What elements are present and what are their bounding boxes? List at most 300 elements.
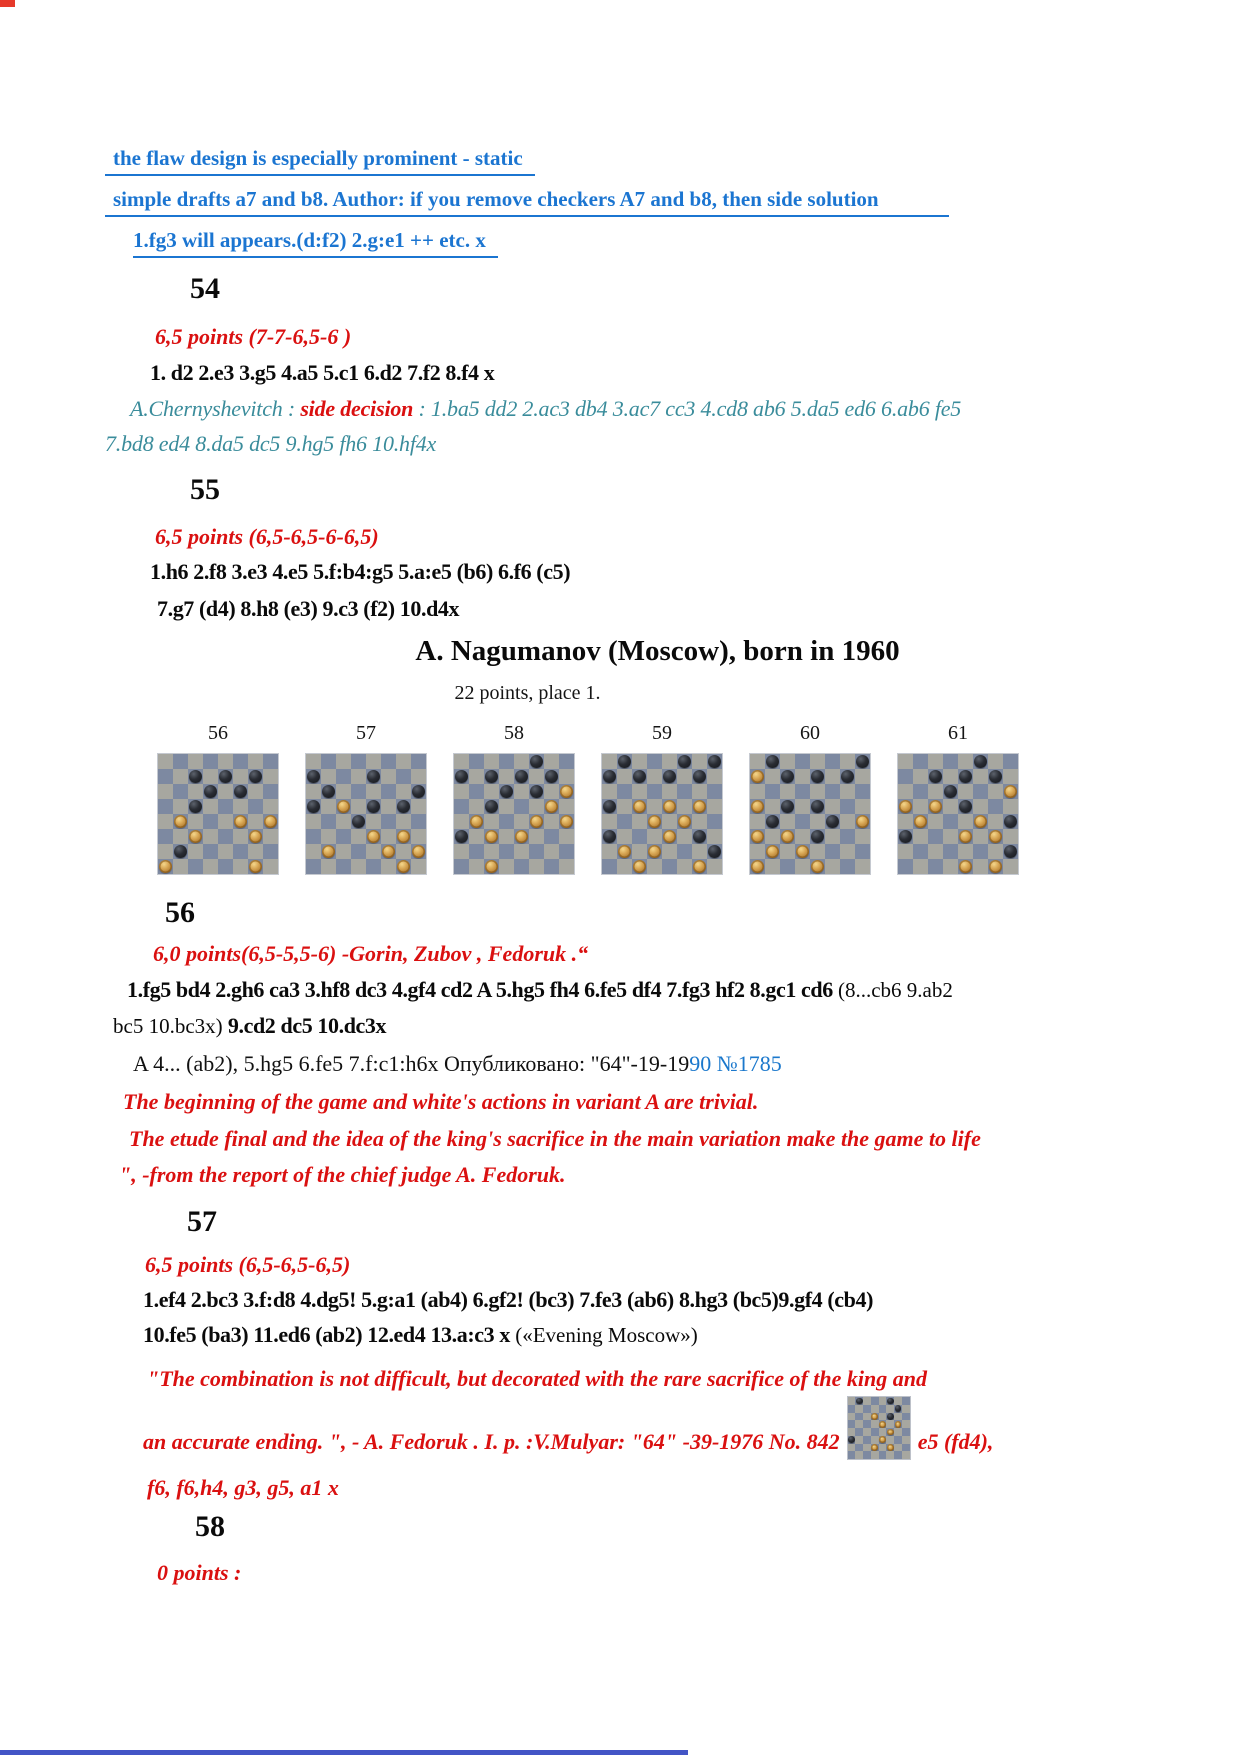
board-cell <box>840 784 855 799</box>
board-cell <box>366 754 381 769</box>
source-note: («Evening Moscow») <box>509 1323 698 1347</box>
board-cell <box>233 829 248 844</box>
board-cell <box>707 799 722 814</box>
checker-piece-white <box>879 1421 886 1428</box>
board-cell <box>336 844 351 859</box>
checker-piece-black <box>455 770 468 783</box>
board-cell <box>928 769 943 784</box>
board-cell <box>894 1428 902 1436</box>
board-cell <box>484 814 499 829</box>
board-cell <box>707 859 722 874</box>
checker-piece-black <box>693 770 706 783</box>
board-cell <box>898 784 913 799</box>
board-cell <box>692 799 707 814</box>
board-cell <box>484 769 499 784</box>
problem-55-solution-1: 1.h6 2.f8 3.e3 4.e5 5.f:b4:g5 5.a:e5 (b6) 6.f6 (c5) <box>150 559 571 584</box>
board-cell <box>898 859 913 874</box>
checker-piece-black <box>515 770 528 783</box>
board-cell <box>602 844 617 859</box>
checker-piece-black <box>663 770 676 783</box>
board-cell <box>499 784 514 799</box>
board-cell <box>1003 769 1018 784</box>
checker-piece-black <box>974 755 987 768</box>
checker-piece-white <box>751 800 764 813</box>
board-cell <box>454 829 469 844</box>
board-cell <box>336 829 351 844</box>
board-cell <box>647 769 662 784</box>
board-cell <box>810 769 825 784</box>
checker-piece-black <box>603 770 616 783</box>
board-cell <box>396 769 411 784</box>
board-cell <box>855 814 870 829</box>
board-cell <box>336 859 351 874</box>
board-cell <box>943 829 958 844</box>
problem-56-variant-line <box>133 1049 1210 1079</box>
board-cell <box>1003 799 1018 814</box>
board-cell <box>381 859 396 874</box>
board-cell <box>514 754 529 769</box>
board-cell <box>863 1444 871 1452</box>
problem-56-points: 6,0 points(6,5-5,5-6) -Gorin, Zubov , Fedoruk .“ <box>153 941 589 966</box>
board-cell <box>248 769 263 784</box>
board-cell <box>988 769 1003 784</box>
board-cell <box>863 1451 871 1459</box>
problem-57-solution-2 <box>143 1320 1210 1350</box>
checker-piece-black <box>397 800 410 813</box>
board-cell <box>662 859 677 874</box>
problem-58-number: 58 <box>195 1510 225 1543</box>
board-cell <box>617 769 632 784</box>
board-cell <box>692 754 707 769</box>
board-cell <box>973 859 988 874</box>
board-cell <box>855 1451 863 1459</box>
checker-piece-white <box>560 815 573 828</box>
board-cell <box>750 784 765 799</box>
checker-piece-black <box>1004 815 1017 828</box>
board-cell <box>381 829 396 844</box>
board-cell <box>855 1420 863 1428</box>
board-cell <box>173 814 188 829</box>
board-cell <box>988 784 1003 799</box>
board-cell <box>810 814 825 829</box>
checker-piece-white <box>899 800 912 813</box>
board-cell <box>692 814 707 829</box>
board-cell <box>750 814 765 829</box>
board-cell <box>248 829 263 844</box>
board-cell <box>632 844 647 859</box>
board-cell <box>795 784 810 799</box>
solution-main-cont: 9.cd2 dc5 10.dc3x <box>227 1013 387 1038</box>
board-cell <box>158 799 173 814</box>
problem-54-points: 6,5 points (7-7-6,5-6 ) <box>155 324 352 349</box>
board-cell <box>825 799 840 814</box>
problem-56-solution-1 <box>127 975 1210 1005</box>
board-cell <box>902 1420 910 1428</box>
quote-2-before: an accurate ending. ", - A. Fedoruk . I. p. :V.Mulyar: "64" -39-1976 No. 842 <box>143 1429 840 1454</box>
board-cell <box>203 784 218 799</box>
board-cell <box>879 1436 887 1444</box>
checker-piece-black <box>1004 845 1017 858</box>
board-cell <box>988 754 1003 769</box>
board-cell <box>454 754 469 769</box>
board-cell <box>617 814 632 829</box>
page-content <box>0 143 1240 1588</box>
board-cell <box>848 1413 856 1421</box>
board-cell <box>158 814 173 829</box>
problem-56-solution-2 <box>113 1011 1210 1041</box>
board-cell <box>855 769 870 784</box>
board-cell <box>810 754 825 769</box>
board-cell <box>988 859 1003 874</box>
intro-line-3-text: 1.fg3 will appears.(d:f2) 2.g:e1 ++ etc. x <box>133 225 498 258</box>
board-cell <box>879 1451 887 1459</box>
side-moves-1: : 1.ba5 dd2 2.ac3 db4 3.ac7 cc3 4.cd8 ab6 5.da5 ed6 6.ab6 fe5 <box>413 396 962 421</box>
checker-piece-white <box>618 845 631 858</box>
board-cell <box>780 769 795 784</box>
board-cell <box>559 814 574 829</box>
board-cell <box>173 769 188 784</box>
board-cell <box>810 844 825 859</box>
checker-piece-white <box>397 830 410 843</box>
board-cell <box>848 1428 856 1436</box>
checker-piece-black <box>693 830 706 843</box>
board-cell <box>879 1444 887 1452</box>
board-cell <box>632 769 647 784</box>
board-cell <box>617 844 632 859</box>
board-cell <box>902 1451 910 1459</box>
board-cell <box>928 799 943 814</box>
checker-piece-white <box>693 860 706 873</box>
board-cell <box>203 814 218 829</box>
checker-piece-white <box>1004 785 1017 798</box>
board-cell <box>454 769 469 784</box>
board-cell <box>529 814 544 829</box>
checker-piece-white <box>871 1444 878 1451</box>
board-cell <box>825 814 840 829</box>
checker-piece-black <box>174 845 187 858</box>
checker-piece-black <box>545 770 558 783</box>
section-title: A. Nagumanov (Moscow), born in 1960 <box>415 635 900 667</box>
board-cell <box>855 844 870 859</box>
board-cell <box>973 769 988 784</box>
board-cell <box>544 754 559 769</box>
problem-54-number: 54 <box>190 272 220 305</box>
checker-piece-black <box>352 815 365 828</box>
board-cell <box>863 1420 871 1428</box>
checker-piece-white <box>249 860 262 873</box>
board-cell <box>248 859 263 874</box>
checker-piece-white <box>871 1413 878 1420</box>
board-cell <box>248 799 263 814</box>
board-cell <box>943 784 958 799</box>
board-cell <box>973 799 988 814</box>
board-cell <box>898 829 913 844</box>
section-subtitle: 22 points, place 1. <box>454 682 601 704</box>
board-cell <box>233 799 248 814</box>
checker-piece-white <box>633 800 646 813</box>
board-cell <box>602 829 617 844</box>
board-cell <box>692 769 707 784</box>
board-cell <box>632 814 647 829</box>
board-cell <box>306 769 321 784</box>
board-cell <box>529 784 544 799</box>
intro-line-2-text: simple drafts a7 and b8. Author: if you remove checkers A7 and b8, then side solution <box>105 184 949 217</box>
board-cell <box>840 799 855 814</box>
board-cell <box>647 754 662 769</box>
board-cell <box>647 799 662 814</box>
checker-piece-black <box>856 755 869 768</box>
checker-piece-white <box>485 860 498 873</box>
intro-line-2 <box>105 184 1210 217</box>
checker-piece-white <box>751 860 764 873</box>
checker-piece-black <box>856 1398 863 1405</box>
checker-piece-black <box>708 755 721 768</box>
board-cell <box>544 769 559 784</box>
board-cell <box>188 769 203 784</box>
board-cell <box>203 754 218 769</box>
solution-variation-cont: bc5 10.bc3x) <box>113 1014 228 1038</box>
board-cell <box>840 844 855 859</box>
board-cell <box>366 844 381 859</box>
checker-piece-black <box>811 770 824 783</box>
board-cell <box>879 1405 887 1413</box>
board-cell <box>529 859 544 874</box>
checkers-board-59 <box>602 754 722 874</box>
board-cell <box>469 754 484 769</box>
board-cell <box>188 784 203 799</box>
board-cell <box>248 814 263 829</box>
board-cell <box>203 844 218 859</box>
board-cell <box>902 1428 910 1436</box>
board-cell <box>396 829 411 844</box>
board-cell <box>855 1428 863 1436</box>
checker-piece-white <box>560 785 573 798</box>
board-cell <box>958 829 973 844</box>
board-cell <box>855 784 870 799</box>
board-cell <box>879 1428 887 1436</box>
board-cell <box>662 754 677 769</box>
intro-line-1-text: the flaw design is especially prominent - static <box>105 143 535 176</box>
checker-piece-black <box>848 1436 855 1443</box>
diagram-labels <box>158 719 1210 747</box>
checker-piece-white <box>663 800 676 813</box>
diagram-number-61: 61 <box>948 722 968 744</box>
checker-piece-white <box>751 830 764 843</box>
board-cell <box>913 754 928 769</box>
checker-piece-white <box>249 830 262 843</box>
board-cell <box>855 1436 863 1444</box>
board-cell <box>306 859 321 874</box>
checker-piece-black <box>887 1398 894 1405</box>
board-cell <box>958 784 973 799</box>
board-cell <box>863 1397 871 1405</box>
checker-piece-black <box>959 800 972 813</box>
quote-2-after: e5 (fd4), <box>917 1429 994 1454</box>
board-cell <box>188 799 203 814</box>
board-cell <box>848 1436 856 1444</box>
board-cell <box>863 1405 871 1413</box>
checkers-board-56 <box>158 754 278 874</box>
board-cell <box>902 1444 910 1452</box>
board-cell <box>647 829 662 844</box>
checkers-board-60 <box>750 754 870 874</box>
board-cell <box>233 784 248 799</box>
board-cell <box>848 1405 856 1413</box>
checker-piece-black <box>895 1405 902 1412</box>
board-cell <box>218 814 233 829</box>
board-cell <box>871 1405 879 1413</box>
board-cell <box>514 769 529 784</box>
checker-piece-black <box>307 800 320 813</box>
checker-piece-black <box>189 800 202 813</box>
board-cell <box>411 769 426 784</box>
board-cell <box>514 784 529 799</box>
checker-piece-black <box>455 830 468 843</box>
board-cell <box>381 844 396 859</box>
board-cell <box>351 829 366 844</box>
variant-a-moves: A 4... (ab2), 5.hg5 6.fe5 7.f:c1:h6x Опубликовано: "64"-19-19 <box>133 1051 690 1076</box>
board-cell <box>617 829 632 844</box>
board-cell <box>218 844 233 859</box>
board-cell <box>321 754 336 769</box>
board-cell <box>780 754 795 769</box>
board-cell <box>499 814 514 829</box>
checker-piece-white <box>470 815 483 828</box>
board-cell <box>855 799 870 814</box>
board-cell <box>1003 829 1018 844</box>
board-cell <box>988 799 1003 814</box>
checker-piece-white <box>929 800 942 813</box>
board-cell <box>411 799 426 814</box>
board-cell <box>559 859 574 874</box>
board-cell <box>765 814 780 829</box>
board-cell <box>336 814 351 829</box>
checker-piece-white <box>879 1436 886 1443</box>
board-cell <box>173 799 188 814</box>
board-cell <box>263 754 278 769</box>
board-cell <box>544 784 559 799</box>
board-cell <box>218 799 233 814</box>
board-cell <box>381 769 396 784</box>
problem-57-quote-3: f6, f6,h4, g3, g5, a1 x <box>147 1475 339 1500</box>
board-cell <box>707 769 722 784</box>
board-cell <box>602 799 617 814</box>
checker-piece-white <box>337 800 350 813</box>
board-cell <box>894 1420 902 1428</box>
board-cell <box>617 799 632 814</box>
checker-piece-black <box>485 770 498 783</box>
problem-55-number: 55 <box>190 473 220 506</box>
checker-piece-white <box>397 860 410 873</box>
board-cell <box>469 844 484 859</box>
board-cell <box>351 814 366 829</box>
checker-piece-white <box>751 770 764 783</box>
board-cell <box>886 1428 894 1436</box>
checker-piece-black <box>887 1413 894 1420</box>
board-cell <box>780 784 795 799</box>
board-cell <box>396 754 411 769</box>
board-cell <box>617 784 632 799</box>
board-cell <box>173 844 188 859</box>
board-cell <box>602 814 617 829</box>
board-cell <box>855 1405 863 1413</box>
board-cell <box>913 799 928 814</box>
checker-piece-white <box>766 845 779 858</box>
board-cell <box>765 859 780 874</box>
board-cell <box>544 829 559 844</box>
problem-56-number: 56 <box>165 896 195 929</box>
board-cell <box>677 784 692 799</box>
board-cell <box>158 769 173 784</box>
board-cell <box>514 799 529 814</box>
board-cell <box>218 859 233 874</box>
board-cell <box>544 799 559 814</box>
checker-piece-black <box>959 770 972 783</box>
board-cell <box>514 844 529 859</box>
board-cell <box>765 799 780 814</box>
board-cell <box>248 844 263 859</box>
board-cell <box>913 769 928 784</box>
board-cell <box>707 754 722 769</box>
checker-piece-black <box>618 755 631 768</box>
board-cell <box>879 1420 887 1428</box>
board-cell <box>484 799 499 814</box>
board-cell <box>855 859 870 874</box>
board-cell <box>871 1444 879 1452</box>
board-cell <box>871 1428 879 1436</box>
checker-piece-white <box>485 830 498 843</box>
board-cell <box>632 859 647 874</box>
board-cell <box>902 1436 910 1444</box>
board-cell <box>336 754 351 769</box>
checker-piece-white <box>811 860 824 873</box>
board-cell <box>366 769 381 784</box>
board-cell <box>632 784 647 799</box>
side-author: A.Chernyshevitch : <box>130 396 301 421</box>
board-cell <box>411 784 426 799</box>
board-cell <box>825 784 840 799</box>
board-cell <box>750 844 765 859</box>
board-cell <box>928 814 943 829</box>
checker-piece-black <box>826 815 839 828</box>
board-cell <box>677 769 692 784</box>
checker-piece-black <box>811 800 824 813</box>
board-cell <box>662 784 677 799</box>
board-cell <box>902 1405 910 1413</box>
board-cell <box>902 1413 910 1421</box>
board-cell <box>886 1397 894 1405</box>
board-cell <box>855 1397 863 1405</box>
board-cell <box>321 844 336 859</box>
board-cell <box>469 859 484 874</box>
board-cell <box>647 859 662 874</box>
board-cell <box>484 784 499 799</box>
checker-piece-white <box>530 815 543 828</box>
board-cell <box>928 844 943 859</box>
intro-line-3 <box>133 225 1210 258</box>
board-cell <box>321 829 336 844</box>
board-cell <box>529 754 544 769</box>
checker-piece-white <box>959 830 972 843</box>
checker-piece-white <box>796 845 809 858</box>
board-cell <box>886 1436 894 1444</box>
board-cell <box>795 799 810 814</box>
board-cell <box>1003 859 1018 874</box>
board-cell <box>469 829 484 844</box>
checker-piece-black <box>485 800 498 813</box>
checker-piece-black <box>781 770 794 783</box>
board-cell <box>411 859 426 874</box>
